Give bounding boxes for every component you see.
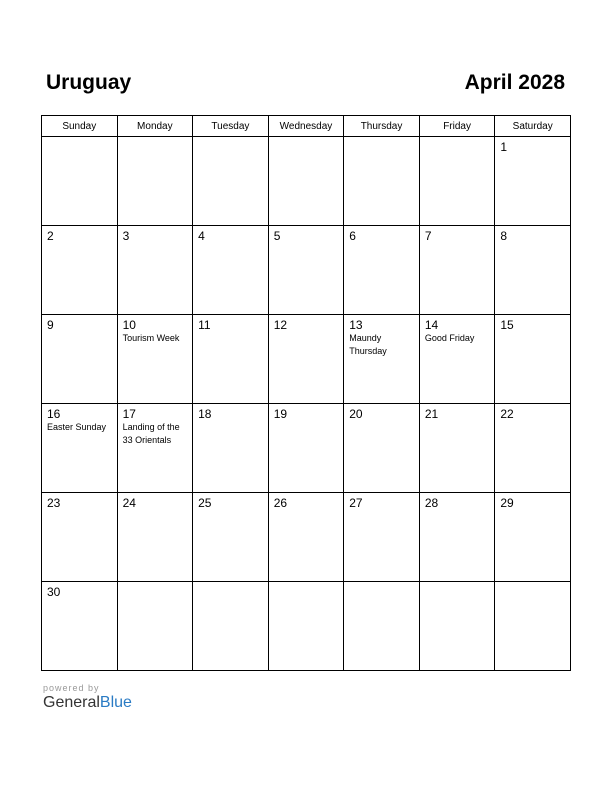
day-number: 25 xyxy=(198,496,212,510)
empty-day-cell xyxy=(268,137,344,226)
empty-day-cell xyxy=(268,582,344,671)
day-number: 5 xyxy=(273,229,281,243)
holiday-label: Tourism Week xyxy=(122,333,180,343)
day-cell-content xyxy=(344,137,419,143)
day-cell xyxy=(193,315,269,404)
day-cell xyxy=(193,493,269,582)
day-cell-content xyxy=(344,582,419,588)
day-cell-content xyxy=(344,404,419,424)
day-cell xyxy=(419,404,495,493)
day-cell-content xyxy=(344,226,419,246)
weekday-header: Thursday xyxy=(344,116,420,137)
day-cell xyxy=(117,404,193,493)
day-cell-content xyxy=(193,137,268,143)
day-cell xyxy=(495,493,571,582)
week-row xyxy=(42,137,571,226)
day-cell-content xyxy=(42,493,117,513)
day-number: 7 xyxy=(424,229,432,243)
day-cell xyxy=(117,493,193,582)
day-cell xyxy=(344,315,420,404)
day-cell-content xyxy=(420,226,495,246)
day-number: 18 xyxy=(198,407,212,421)
week-row xyxy=(42,315,571,404)
day-cell xyxy=(419,315,495,404)
day-cell-content xyxy=(269,315,344,335)
day-cell-content xyxy=(42,137,117,143)
day-number: 17 xyxy=(122,407,136,421)
day-cell xyxy=(117,226,193,315)
country-title: Uruguay xyxy=(46,71,132,94)
empty-day-cell xyxy=(117,582,193,671)
weekday-header: Wednesday xyxy=(268,116,344,137)
weekday-header: Monday xyxy=(117,116,193,137)
day-cell-content xyxy=(118,137,193,143)
day-cell-content xyxy=(118,315,193,348)
day-cell-content xyxy=(42,226,117,246)
day-number: 6 xyxy=(349,229,356,243)
day-cell-content xyxy=(269,582,344,588)
day-cell-content xyxy=(495,582,570,588)
week-row xyxy=(42,404,571,493)
day-number: 11 xyxy=(198,318,211,332)
day-cell-content xyxy=(193,315,268,335)
brand-logo xyxy=(43,694,132,712)
day-cell-content xyxy=(42,582,117,602)
day-cell-content xyxy=(269,493,344,513)
day-cell-content xyxy=(42,404,117,437)
day-cell xyxy=(419,493,495,582)
day-cell-content xyxy=(118,582,193,588)
week-row xyxy=(42,582,571,671)
day-cell xyxy=(193,404,269,493)
calendar-grid xyxy=(41,115,571,671)
month-year-title: April 2028 xyxy=(464,71,565,94)
day-number: 23 xyxy=(47,496,61,510)
day-cell-content xyxy=(118,493,193,513)
day-number: 27 xyxy=(349,496,363,510)
empty-day-cell xyxy=(117,137,193,226)
day-cell-content xyxy=(193,226,268,246)
day-cell xyxy=(42,404,118,493)
weekday-header: Tuesday xyxy=(193,116,269,137)
day-number: 15 xyxy=(500,318,514,332)
day-cell xyxy=(42,493,118,582)
empty-day-cell xyxy=(495,582,571,671)
weekday-header: Sunday xyxy=(42,116,118,137)
day-number: 30 xyxy=(47,585,61,599)
weekday-header-row xyxy=(42,116,571,137)
day-number: 20 xyxy=(349,407,363,421)
day-cell xyxy=(42,226,118,315)
day-cell xyxy=(419,226,495,315)
day-cell xyxy=(268,226,344,315)
day-cell-content xyxy=(344,493,419,513)
weekday-header: Saturday xyxy=(495,116,571,137)
day-number: 19 xyxy=(273,407,288,421)
day-number: 9 xyxy=(47,318,54,332)
holiday-label: Landing of the 33 Orientals xyxy=(122,422,180,445)
day-cell-content xyxy=(118,226,193,246)
holiday-label: Maundy Thursday xyxy=(349,333,387,356)
week-row xyxy=(42,493,571,582)
day-cell xyxy=(268,493,344,582)
day-cell xyxy=(344,404,420,493)
day-cell-content xyxy=(495,226,570,246)
day-number: 13 xyxy=(349,318,363,332)
day-number: 22 xyxy=(500,407,514,421)
day-cell xyxy=(268,315,344,404)
brand-general: General xyxy=(43,694,100,711)
day-number: 21 xyxy=(424,407,439,421)
day-cell-content xyxy=(495,315,570,335)
empty-day-cell xyxy=(42,137,118,226)
day-number: 3 xyxy=(122,229,130,243)
footer-branding xyxy=(43,683,132,712)
day-number: 26 xyxy=(273,496,288,510)
day-cell-content xyxy=(495,404,570,424)
day-number: 28 xyxy=(424,496,439,510)
empty-day-cell xyxy=(344,582,420,671)
day-cell-content xyxy=(420,315,495,348)
day-number: 24 xyxy=(122,496,136,510)
day-cell xyxy=(344,226,420,315)
day-cell-content xyxy=(118,404,193,450)
day-cell-content xyxy=(420,493,495,513)
day-cell-content xyxy=(42,315,117,335)
day-cell xyxy=(268,404,344,493)
day-cell xyxy=(495,137,571,226)
day-number: 14 xyxy=(424,318,439,332)
day-cell-content xyxy=(269,226,344,246)
day-cell-content xyxy=(344,315,419,361)
day-number: 1 xyxy=(500,140,508,154)
empty-day-cell xyxy=(419,137,495,226)
day-number: 8 xyxy=(500,229,508,243)
day-cell xyxy=(117,315,193,404)
day-cell-content xyxy=(193,493,268,513)
day-number: 2 xyxy=(47,229,54,243)
day-cell-content xyxy=(193,582,268,588)
day-cell xyxy=(193,226,269,315)
day-cell xyxy=(495,226,571,315)
weekday-header: Friday xyxy=(419,116,495,137)
day-cell xyxy=(495,404,571,493)
day-cell-content xyxy=(269,137,344,143)
day-cell-content xyxy=(420,582,495,588)
week-row xyxy=(42,226,571,315)
holiday-label: Easter Sunday xyxy=(47,422,107,432)
holiday-label: Good Friday xyxy=(424,333,475,343)
day-cell xyxy=(495,315,571,404)
day-cell xyxy=(344,493,420,582)
empty-day-cell xyxy=(419,582,495,671)
empty-day-cell xyxy=(193,582,269,671)
day-cell-content xyxy=(495,137,570,157)
day-cell xyxy=(42,582,118,671)
day-cell-content xyxy=(420,137,495,143)
day-number: 12 xyxy=(273,318,288,332)
empty-day-cell xyxy=(344,137,420,226)
day-number: 4 xyxy=(198,229,205,243)
day-cell-content xyxy=(269,404,344,424)
day-number: 29 xyxy=(500,496,514,510)
day-number: 16 xyxy=(47,407,61,421)
calendar-body xyxy=(42,137,571,671)
brand-blue: Blue xyxy=(99,694,132,711)
day-cell-content xyxy=(495,493,570,513)
day-number: 10 xyxy=(122,318,136,332)
day-cell xyxy=(42,315,118,404)
day-cell-content xyxy=(420,404,495,424)
day-cell-content xyxy=(193,404,268,424)
powered-by-text: powered by xyxy=(43,683,100,693)
empty-day-cell xyxy=(193,137,269,226)
